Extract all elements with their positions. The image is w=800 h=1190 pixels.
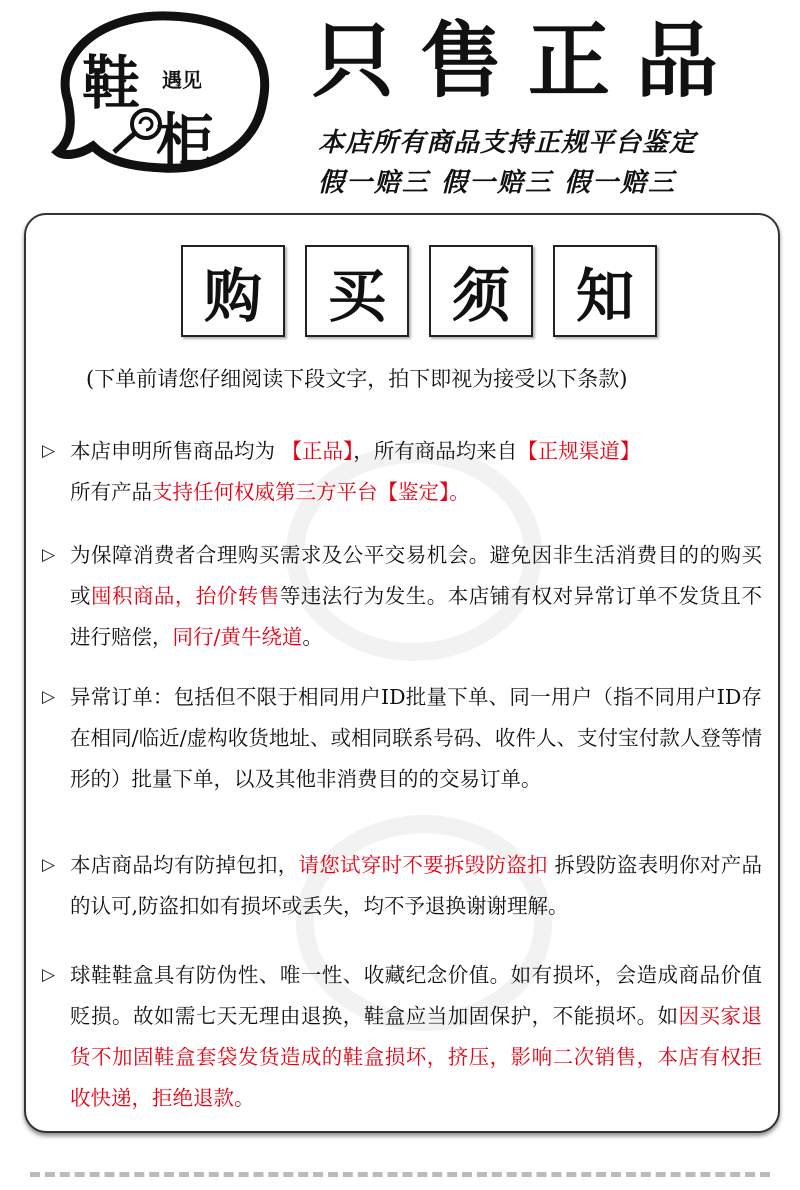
logo-char-1: 鞋 [82,49,141,117]
logo-char-2: 柜 [156,107,215,175]
notice-panel [24,213,780,1133]
notice-intro: (下单前请您仔细阅读下段文字，拍下即视为接受以下条款) [86,367,628,391]
highlight-authentic: 【正品】 [281,439,354,463]
heading-char-box: 购 [181,245,285,337]
triangle-bullet-icon: ▷ [42,687,56,707]
bottom-divider [30,1172,770,1177]
notice-item-authentic: ▷ 本店申明所售商品均为 【正品】，所有商品均来自【正规渠道】 所有产品支持任何权威第三方平台【鉴定】。 [42,431,762,513]
highlight-appraisal: 支持任何权威第三方平台【鉴定】。 [152,480,470,504]
highlight-do-not-remove-tag: 请您试穿时不要拆毁防盗扣 [298,853,548,877]
tagline-authentication: 本店所有商品支持正规平台鉴定 [318,128,697,158]
triangle-bullet-icon: ▷ [42,965,56,985]
notice-heading [181,245,661,337]
notice-item-shoe-box: ▷ 球鞋鞋盒具有防伪性、唯一性、收藏纪念价值。如有损坏，会造成商品价值贬损。故如需七天无理由退换，鞋盒应当加固保护，不能损坏。如因买家退货不加固鞋盒套袋发货造成的鞋盒损坏，挤压，影响二次销售，本店有权拒收快递，拒绝退款。 [42,955,762,1119]
shop-logo [48,6,278,176]
notice-item-anti-theft-tag: ▷ 本店商品均有防掉包扣，请您试穿时不要拆毁防盗扣 拆毁防盗表明你对产品的认可,防盗扣如有损坏或丢失，均不予退换谢谢理解。 [42,845,762,927]
notice-item-fair-trade: ▷ 为保障消费者合理购买需求及公平交易机会。避免因非生活消费目的的购买或囤积商品，抬价转售等违法行为发生。本店铺有权对异常订单不发货且不进行赔偿，同行/黄牛绕道。 [42,535,762,658]
highlight-official-channel: 【正规渠道】 [517,439,641,463]
triangle-bullet-icon: ▷ [42,545,56,565]
triangle-bullet-icon: ▷ [42,441,56,461]
page-title: 只售正品 [312,14,745,109]
heading-char-box: 须 [429,245,533,337]
heading-char-box: 知 [553,245,657,337]
triangle-bullet-icon: ▷ [42,855,56,875]
highlight-hoarding: 囤积商品，抬价转售 [90,584,280,608]
highlight-scalpers: 同行/黄牛绕道 [172,625,303,649]
logo-subtext: 遇见 [162,68,202,92]
heading-char-box: 买 [305,245,409,337]
notice-item-abnormal-orders: ▷ 异常订单：包括但不限于相同用户ID批量下单、同一用户（指不同用户ID存在相同/临近/虚构收货地址、或相同联系号码、收件人、支付宝付款人登等情形的）批量下单，以及其他非消费目的的交易订单。 [42,677,762,800]
highlight-refund-refusal: 因买家退货不加固鞋盒套袋发货造成的鞋盒损坏，挤压，影响二次销售，本店有权拒收快递，拒绝退款。 [70,1004,762,1110]
tagline-guarantee: 假一赔三 假一赔三 假一赔三 [318,168,677,198]
